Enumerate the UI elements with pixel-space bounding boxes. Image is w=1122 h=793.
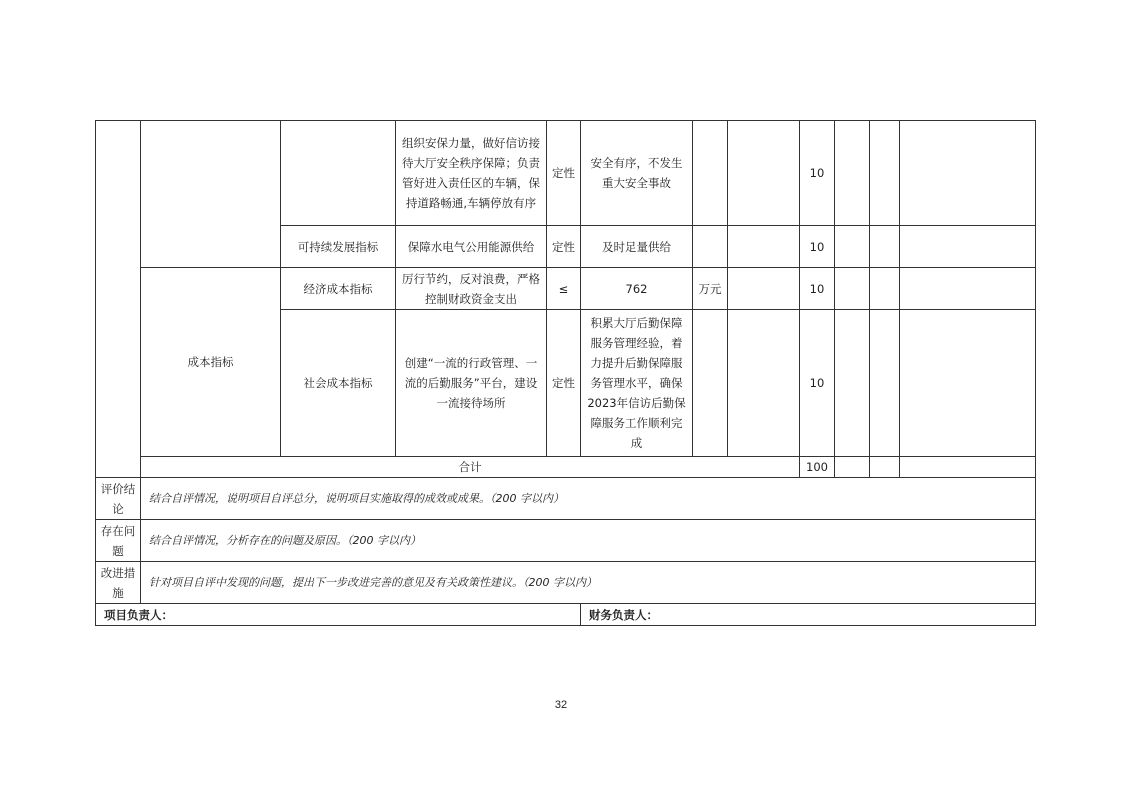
first-level-indicator-cell xyxy=(96,121,141,478)
weight-cell xyxy=(800,310,835,457)
deviation-reason-cell xyxy=(900,226,1036,268)
indicator-content-cell xyxy=(396,121,547,226)
sub-indicator-label: 经济成本指标 xyxy=(303,281,373,296)
indicator-content: 组织安保力量，做好信访接待大厅安全秩序保障；负责管好进入责任区的车辆，保持道路畅通,车辆停放有序 xyxy=(402,136,540,210)
actual-value-cell xyxy=(728,268,800,310)
evaluation-text: 结合自评情况，说明项目自评总分，说明项目实施取得的成效或成果。（200 字以内） xyxy=(149,491,564,505)
sub-indicator-label: 可持续发展指标 xyxy=(297,239,379,254)
finance-lead-label: 财务负责人： xyxy=(589,607,658,622)
indicator-content: 保障水电气公用能源供给 xyxy=(407,239,535,254)
third-level-indicator-cell xyxy=(281,121,396,226)
unit-cell xyxy=(693,268,728,310)
sub-indicator-label: 社会成本指标 xyxy=(303,376,373,390)
actual-value-cell xyxy=(728,226,800,268)
deviation-reason-cell xyxy=(900,268,1036,310)
target-value: 762 xyxy=(625,281,648,296)
project-lead-cell xyxy=(96,604,581,626)
cost-indicator-label: 成本指标 xyxy=(187,355,234,369)
deviation-reason-cell xyxy=(900,310,1036,457)
third-level-indicator-cell xyxy=(281,310,396,457)
empty-cell xyxy=(870,268,900,310)
unit-value: 万元 xyxy=(698,281,722,296)
problems-label: 存在问题 xyxy=(100,523,136,558)
total-label: 合计 xyxy=(458,460,482,474)
empty-cell xyxy=(870,226,900,268)
actual-value-cell xyxy=(728,310,800,457)
evaluation-text-cell xyxy=(141,478,1036,520)
weight-value: 10 xyxy=(809,166,825,180)
target-value-cell xyxy=(581,226,693,268)
score-cell xyxy=(835,226,870,268)
project-lead-label: 项目负责人： xyxy=(104,607,173,622)
table-row-economic-cost xyxy=(96,268,1036,310)
problems-label-cell xyxy=(96,520,141,562)
weight-cell xyxy=(800,226,835,268)
finance-lead-cell xyxy=(581,604,1036,626)
nature-cell xyxy=(547,226,581,268)
actual-value-cell xyxy=(728,121,800,226)
indicator-content-cell xyxy=(396,268,547,310)
target-value-cell xyxy=(581,310,693,457)
improvements-text-cell xyxy=(141,562,1036,604)
indicator-content: 厉行节约，反对浪费，严格控制财政资金支出 xyxy=(402,271,540,306)
page-number: 32 xyxy=(554,699,568,711)
cost-indicator-cell xyxy=(141,268,281,457)
third-level-indicator-cell xyxy=(281,226,396,268)
improvements-text: 针对项目自评中发现的问题，提出下一步改进完善的意见及有关政策性建议。（200 字以内） xyxy=(149,575,597,589)
unit-cell xyxy=(693,310,728,457)
weight-value: 10 xyxy=(809,376,825,390)
unit-cell xyxy=(693,121,728,226)
total-label-cell xyxy=(141,457,800,478)
indicator-nature: ≤ xyxy=(558,281,569,296)
problems-text-cell xyxy=(141,520,1036,562)
improvements-label-cell xyxy=(96,562,141,604)
total-remark-cell xyxy=(900,457,1036,478)
unit-cell xyxy=(693,226,728,268)
score-cell xyxy=(835,268,870,310)
indicator-nature: 定性 xyxy=(552,239,575,254)
indicator-content-cell xyxy=(396,310,547,457)
weight-cell xyxy=(800,268,835,310)
target-value-cell xyxy=(581,268,693,310)
empty-cell xyxy=(870,121,900,226)
nature-cell xyxy=(547,268,581,310)
table-row-improvements xyxy=(96,562,1036,604)
performance-table xyxy=(95,120,1036,626)
score-cell xyxy=(835,121,870,226)
nature-cell xyxy=(547,121,581,226)
table-row-security xyxy=(96,121,1036,226)
improvements-label: 改进措施 xyxy=(100,565,136,600)
score-cell xyxy=(835,310,870,457)
total-value-cell xyxy=(800,457,835,478)
target-value: 及时足量供给 xyxy=(602,239,671,254)
second-level-indicator-cell xyxy=(141,121,281,268)
evaluation-label: 评价结论 xyxy=(100,481,136,516)
problems-text: 结合自评情况，分析存在的问题及原因。（200 字以内） xyxy=(149,533,421,547)
nature-cell xyxy=(547,310,581,457)
third-level-indicator-cell xyxy=(281,268,396,310)
indicator-nature: 定性 xyxy=(552,166,575,180)
empty-cell xyxy=(870,310,900,457)
target-value: 积累大厅后勤保障服务管理经验，着力提升后勤保障服务管理水平，确保2023年信访后勤保障服务工作顺利完成 xyxy=(587,316,686,450)
target-value-cell xyxy=(581,121,693,226)
total-value: 100 xyxy=(806,460,828,474)
target-value: 安全有序，不发生重大安全事故 xyxy=(590,156,683,190)
empty-cell xyxy=(870,457,900,478)
deviation-reason-cell xyxy=(900,121,1036,226)
weight-value: 10 xyxy=(809,281,825,296)
table-row-evaluation xyxy=(96,478,1036,520)
indicator-nature: 定性 xyxy=(552,376,575,390)
indicator-content-cell xyxy=(396,226,547,268)
weight-cell xyxy=(800,121,835,226)
indicator-content: 创建“一流的行政管理、一流的后勤服务”平台，建设一流接待场所 xyxy=(404,356,538,410)
evaluation-label-cell xyxy=(96,478,141,520)
table-row-signatures xyxy=(96,604,1036,626)
weight-value: 10 xyxy=(809,239,825,254)
table-row-total xyxy=(96,457,1036,478)
total-score-cell xyxy=(835,457,870,478)
table-row-problems xyxy=(96,520,1036,562)
